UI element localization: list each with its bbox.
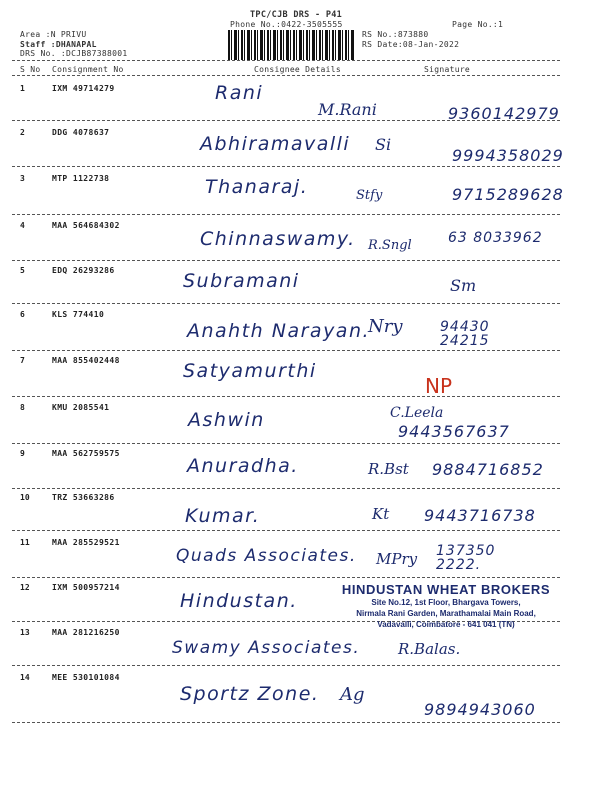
receiver-signature: R.Balas. xyxy=(398,640,461,658)
row-divider xyxy=(12,577,560,578)
receiver-signature: M.Rani xyxy=(318,100,377,119)
row-number: 14 xyxy=(20,673,30,682)
stamp-address-line: Site No.12, 1st Floor, Bhargava Towers, xyxy=(371,598,521,607)
consignee-name: Satyamurthi xyxy=(183,360,317,382)
receiver-signature: R.Sngl xyxy=(368,238,412,253)
row-divider xyxy=(12,488,560,489)
receiver-signature: Nry xyxy=(368,316,403,337)
receiver-phone: 9360142979 xyxy=(448,104,560,123)
row-divider xyxy=(12,443,560,444)
consignee-name: Quads Associates. xyxy=(176,546,357,566)
row-divider xyxy=(12,303,560,304)
receiver-signature: C.Leela xyxy=(390,405,444,421)
consignment-number: MAA 285529521 xyxy=(52,538,120,547)
consignment-number: EDQ 26293286 xyxy=(52,266,115,275)
row-divider xyxy=(12,665,560,666)
row-divider xyxy=(12,396,560,397)
consignment-number: MAA 855402448 xyxy=(52,356,120,365)
row-divider xyxy=(12,120,560,121)
stamp-address-line: Vadavalli, Coimbatore - 641 041 (TN) xyxy=(377,620,515,629)
row-number: 3 xyxy=(20,174,25,183)
consignee-name: Anuradha. xyxy=(187,455,299,477)
column-signature: Signature xyxy=(424,65,471,74)
row-number: 9 xyxy=(20,449,25,458)
consignee-name: Thanaraj. xyxy=(205,176,309,198)
receiver-signature: Ag xyxy=(340,684,365,705)
receiver-phone: 9443567637 xyxy=(398,422,510,441)
consignment-number: IXM 49714279 xyxy=(52,84,115,93)
receiver-phone: 94430 24215 xyxy=(440,319,490,349)
consignee-name: Ashwin xyxy=(188,409,265,431)
consignee-name: Hindustan. xyxy=(180,590,298,612)
consignee-name: Rani xyxy=(215,82,264,104)
column-consignment: Consignment No xyxy=(52,65,124,74)
consignment-number: TRZ 53663286 xyxy=(52,493,115,502)
row-divider xyxy=(12,214,560,215)
consignment-number: MEE 530101084 xyxy=(52,673,120,682)
header-divider-bottom xyxy=(12,75,560,76)
consignee-name: Chinnaswamy. xyxy=(200,228,356,250)
receiver-signature: Sm xyxy=(450,276,477,295)
row-divider xyxy=(12,260,560,261)
consignee-name: Subramani xyxy=(183,270,300,292)
row-divider xyxy=(12,350,560,351)
consignee-name: Abhiramavalli xyxy=(200,133,351,155)
receiver-phone: 63 8033962 xyxy=(448,230,543,246)
not-present-mark: NP xyxy=(425,374,453,398)
drs-number: DRS No. :DCJB87388001 xyxy=(20,49,128,58)
staff-label: Staff :DHANAPAL xyxy=(20,40,97,49)
header-divider-top xyxy=(12,60,560,61)
consignee-name: Anahth Narayan. xyxy=(187,320,371,342)
consignment-number: MAA 562759575 xyxy=(52,449,120,458)
receiver-phone: 137350 2222. xyxy=(436,543,496,573)
row-divider xyxy=(12,722,560,723)
consignment-number: DDG 4078637 xyxy=(52,128,110,137)
consignee-name: Sportz Zone. xyxy=(180,683,320,705)
row-divider xyxy=(12,166,560,167)
receiver-phone: 9443716738 xyxy=(424,506,536,525)
receiver-phone: 9994358029 xyxy=(452,146,564,165)
company-stamp xyxy=(336,582,556,630)
row-number: 11 xyxy=(20,538,30,547)
row-number: 10 xyxy=(20,493,30,502)
consignment-number: KMU 2085541 xyxy=(52,403,110,412)
consignee-name: Kumar. xyxy=(185,505,261,527)
receiver-signature: Kt xyxy=(372,505,390,523)
phone-number: Phone No.:0422-3505555 xyxy=(230,20,343,29)
receiver-phone: 9894943060 xyxy=(424,700,536,719)
rs-date: RS Date:08-Jan-2022 xyxy=(362,40,460,49)
rs-number: RS No.:873880 xyxy=(362,30,429,39)
column-sno: S No xyxy=(20,65,41,74)
row-number: 13 xyxy=(20,628,30,637)
row-number: 12 xyxy=(20,583,30,592)
consignment-number: KLS 774410 xyxy=(52,310,105,319)
receiver-signature: MPry xyxy=(376,550,418,568)
row-number: 4 xyxy=(20,221,25,230)
row-number: 5 xyxy=(20,266,25,275)
row-number: 8 xyxy=(20,403,25,412)
column-consignee-details: Consignee Details xyxy=(254,65,341,74)
row-number: 6 xyxy=(20,310,25,319)
barcode xyxy=(228,30,354,60)
row-divider xyxy=(12,530,560,531)
receiver-signature: Si xyxy=(375,135,392,154)
stamp-address-line: Nirmala Rani Garden, Marathamalai Main Road, xyxy=(356,609,536,618)
page-number: Page No.:1 xyxy=(452,20,504,29)
receiver-signature: R.Bst xyxy=(368,460,409,478)
row-number: 1 xyxy=(20,84,25,93)
receiver-phone: 9715289628 xyxy=(452,185,564,204)
row-number: 2 xyxy=(20,128,25,137)
receiver-phone: 9884716852 xyxy=(432,460,544,479)
consignee-name: Swamy Associates. xyxy=(172,638,361,658)
stamp-company-name: HINDUSTAN WHEAT BROKERS xyxy=(341,582,551,597)
document-title: TPC/CJB DRS - P41 xyxy=(250,10,343,20)
area-label: Area :N PRIVU xyxy=(20,30,87,39)
row-number: 7 xyxy=(20,356,25,365)
consignment-number: IXM 500957214 xyxy=(52,583,120,592)
consignment-number: MTP 1122738 xyxy=(52,174,110,183)
consignment-number: MAA 564684302 xyxy=(52,221,120,230)
consignment-number: MAA 281216250 xyxy=(52,628,120,637)
receiver-signature: Stfy xyxy=(356,188,383,203)
